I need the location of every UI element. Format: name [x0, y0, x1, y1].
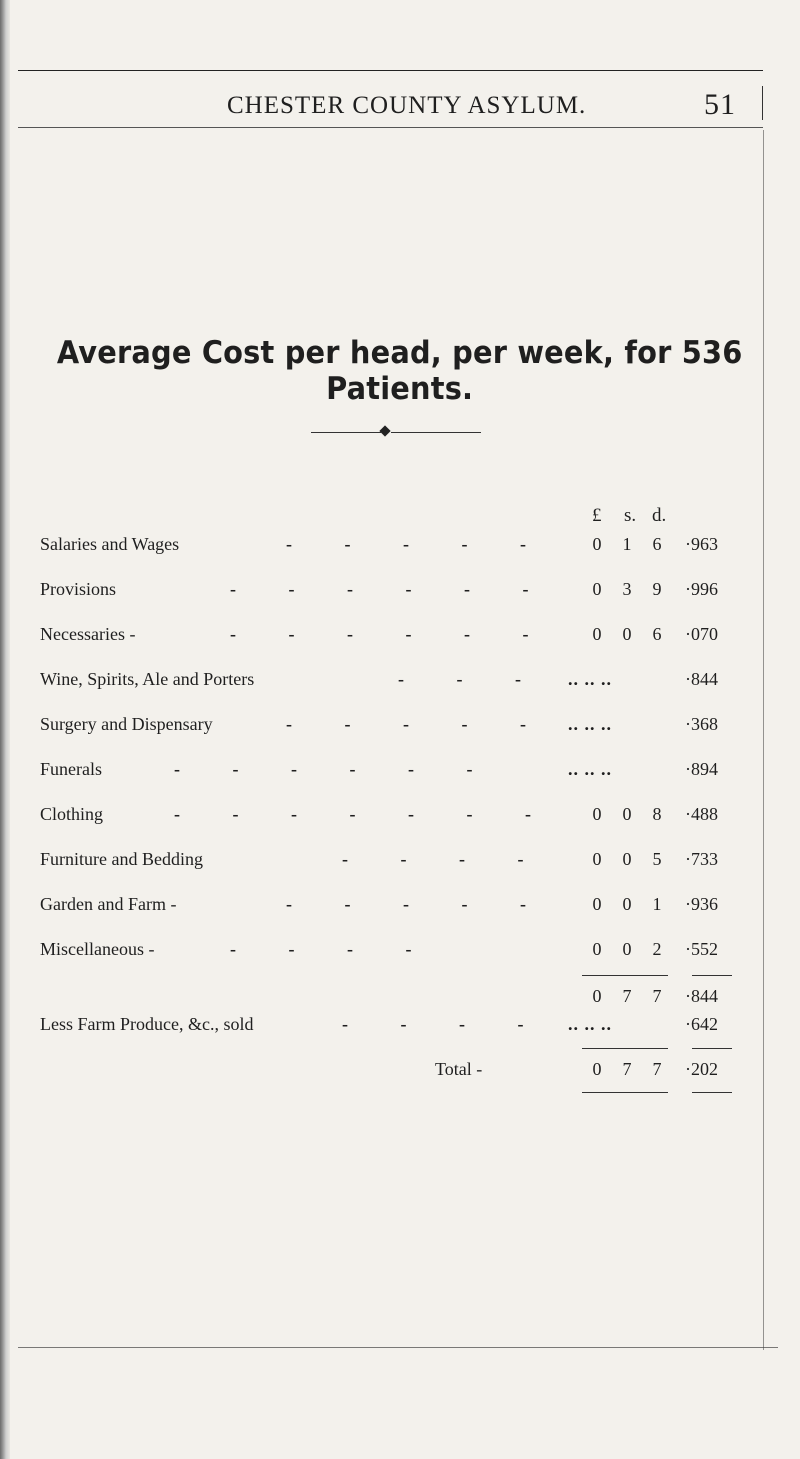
fraction-cell: ·070: [685, 624, 718, 644]
column-header-pounds: £: [592, 505, 602, 526]
fraction-cell: ·368: [685, 714, 718, 734]
running-head: [0, 86, 760, 126]
pounds-cell: 0: [592, 624, 602, 644]
subtotal-row: [0, 986, 800, 1016]
total-rule-fraction-top: [692, 1048, 732, 1049]
row-label: Necessaries -: [40, 624, 136, 644]
running-head-rule: [18, 127, 763, 128]
running-head-title: CHESTER COUNTY ASYLUM.: [227, 92, 587, 119]
table-row: [0, 759, 800, 789]
leader-dashes: - - - - -: [286, 894, 550, 914]
header-right-rule: [762, 86, 763, 120]
fraction-cell: ·844: [685, 986, 718, 1006]
subtotal-rule-amount: [582, 975, 668, 976]
fraction-cell: ·202: [685, 1059, 718, 1079]
empty-dots: .. .. ..: [568, 1014, 612, 1034]
fraction-cell: ·488: [685, 804, 718, 824]
leader-dashes: - - - - - -: [230, 624, 553, 644]
leader-dashes: - - - - - -: [174, 759, 497, 779]
top-border-rule: [18, 70, 763, 71]
table-row: [0, 894, 800, 924]
pence-cell: 8: [652, 804, 662, 824]
table-row: [0, 804, 800, 834]
shillings-cell: 0: [622, 894, 632, 914]
pounds-cell: 0: [592, 579, 602, 599]
pounds-cell: 0: [592, 1059, 602, 1079]
pounds-cell: 0: [592, 804, 602, 824]
empty-dots: .. .. ..: [568, 759, 612, 779]
total-label: Total -: [435, 1059, 483, 1079]
empty-dots: .. .. ..: [568, 714, 612, 734]
row-label: Miscellaneous -: [40, 939, 155, 959]
row-label: Furniture and Bedding: [40, 849, 203, 869]
title-ornament: [311, 427, 481, 437]
page-title: Average Cost per head, per week, for 536 Patients.: [56, 335, 743, 407]
pounds-cell: 0: [592, 534, 602, 554]
leader-dashes: - - - - -: [286, 714, 550, 734]
shillings-cell: 0: [622, 624, 632, 644]
pounds-cell: 0: [592, 939, 602, 959]
row-label: Less Farm Produce, &c., sold: [40, 1014, 254, 1034]
fraction-cell: ·894: [685, 759, 718, 779]
pence-cell: 6: [652, 534, 662, 554]
fraction-cell: ·936: [685, 894, 718, 914]
shillings-cell: 0: [622, 939, 632, 959]
row-label: Provisions: [40, 579, 117, 599]
less-row: [0, 1014, 800, 1044]
leader-dashes: - - -: [398, 669, 545, 689]
pence-cell: 7: [652, 1059, 662, 1079]
ornament-line-right: [391, 432, 481, 433]
fraction-cell: ·996: [685, 579, 718, 599]
leader-dashes: - - - - - - -: [174, 804, 555, 824]
row-label: Funerals: [40, 759, 102, 779]
pounds-cell: 0: [592, 986, 602, 1006]
pence-cell: 2: [652, 939, 662, 959]
row-label: Wine, Spirits, Ale and Porters: [40, 669, 255, 689]
shillings-cell: 7: [622, 986, 632, 1006]
leader-dashes: - - - -: [342, 1014, 548, 1034]
table-row: [0, 669, 800, 699]
page-number: 51: [704, 88, 736, 121]
table-row: [0, 849, 800, 879]
total-rule-amount-top: [582, 1048, 668, 1049]
pence-cell: 1: [652, 894, 662, 914]
total-row: [0, 1059, 800, 1089]
ornament-line-left: [311, 432, 381, 433]
total-rule-fraction-bottom: [692, 1092, 732, 1093]
table-row: [0, 939, 800, 969]
fraction-cell: ·963: [685, 534, 718, 554]
diamond-icon: [379, 425, 390, 436]
fraction-cell: ·844: [685, 669, 718, 689]
pence-cell: 6: [652, 624, 662, 644]
shillings-cell: 7: [622, 1059, 632, 1079]
row-label: Surgery and Dispensary: [40, 714, 213, 734]
shillings-cell: 1: [622, 534, 632, 554]
fraction-cell: ·642: [685, 1014, 718, 1034]
leader-dashes: - - - - - -: [230, 579, 553, 599]
pounds-cell: 0: [592, 849, 602, 869]
column-header-pence: d.: [652, 505, 667, 526]
row-label: Clothing: [40, 804, 104, 824]
column-header-shillings: s.: [624, 505, 637, 526]
fraction-cell: ·552: [685, 939, 718, 959]
pence-cell: 9: [652, 579, 662, 599]
row-label: Salaries and Wages: [40, 534, 180, 554]
shillings-cell: 0: [622, 849, 632, 869]
table-row: [0, 714, 800, 744]
pounds-cell: 0: [592, 894, 602, 914]
empty-dots: .. .. ..: [568, 669, 612, 689]
pence-cell: 5: [652, 849, 662, 869]
table-row: [0, 624, 800, 654]
leader-dashes: - - - - -: [286, 534, 550, 554]
subtotal-rule-fraction: [692, 975, 732, 976]
row-label: Garden and Farm -: [40, 894, 177, 914]
shillings-cell: 3: [622, 579, 632, 599]
pence-cell: 7: [652, 986, 662, 1006]
total-rule-amount-bottom: [582, 1092, 668, 1093]
table-row: [0, 579, 800, 609]
fraction-cell: ·733: [685, 849, 718, 869]
shillings-cell: 0: [622, 804, 632, 824]
bottom-border-rule: [18, 1347, 778, 1348]
leader-dashes: - - - -: [230, 939, 436, 959]
leader-dashes: - - - -: [342, 849, 548, 869]
table-row: [0, 534, 800, 564]
